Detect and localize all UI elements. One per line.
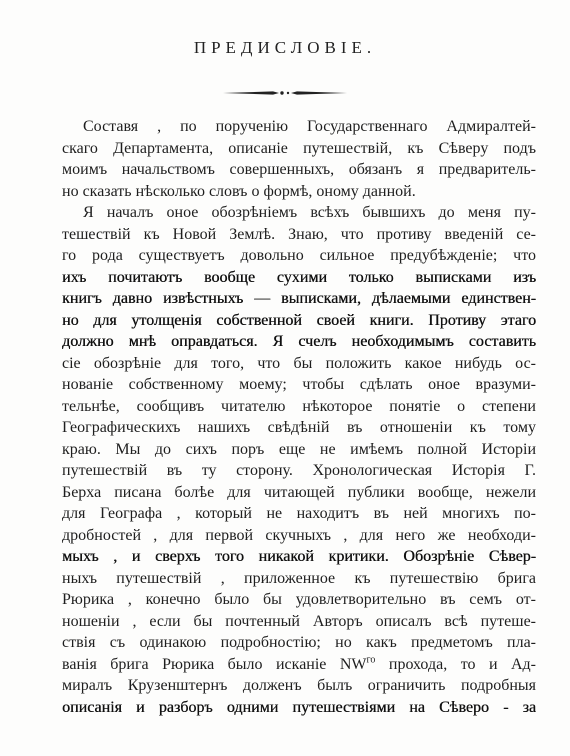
text-line: путешествій въ ту сторону. Хронологическая Исторія Г. [62, 462, 536, 479]
text-line: должно мнѣ оправдаться. Я счелъ необходимымъ составить [62, 333, 536, 350]
ornament-dot [287, 92, 289, 94]
text-line: Я началъ оное обозрѣніемъ всѣхъ бывшихъ до меня пу- [83, 204, 536, 221]
text-line: ствія съ одинакою подробностію; но какъ предметомъ пла- [62, 634, 536, 651]
text-line: го рода существуетъ довольно сильное предубѣжденіе; что [62, 247, 536, 264]
text-line: ныхъ путешествій , приложенное къ путешествію брига [62, 569, 536, 587]
text-line: но сказать нѣсколько словъ о формѣ, оному данной. [62, 182, 416, 200]
text-line: тешествій къ Новой Землѣ. Знаю, что противу введеній се- [62, 225, 536, 243]
page-title: ПРЕДИСЛОВІЕ. [193, 38, 377, 57]
text-line: дробностей , для первой скучныхъ , для него же необходи- [62, 526, 536, 544]
ornament-divider [223, 89, 347, 97]
text-line: Берха писана болѣе для читающей публики вообще, нежели [62, 483, 536, 501]
text-line: книгъ давно извѣстныхъ — выписками, дѣлаемыми единствен- [62, 290, 536, 307]
paragraph [62, 116, 536, 202]
text-line: нованіе собственному моему; чтобы сдѣлать оное вразуми- [62, 376, 536, 393]
text-line: скаго Департамента, описаніе путешествій, къ Сѣверу подъ [62, 139, 536, 157]
text-line-segment: ванія брига Рюрика было исканіе NW [62, 655, 367, 673]
text-line [62, 654, 536, 676]
text-line: тельнѣе, сообщивъ читателю нѣкоторое понятіе о степени [62, 397, 536, 415]
text-line: но для утолщенія собственной своей книги. Противу этаго [62, 311, 536, 329]
text-line-segment: прохода, то и Ад- [375, 655, 536, 673]
text-line: описанія и разборъ одними путешествіями на Сѣверо - за [62, 698, 536, 716]
ornament-dot [280, 91, 283, 94]
text-line: миралъ Крузенштернъ долженъ былъ ограничить подробныя [62, 677, 536, 694]
text-line: Рюрика , конечно было бы удовлетворительно въ семъ от- [62, 591, 536, 608]
text-line: для Географа , который не находитъ въ ней многихъ по- [62, 505, 536, 522]
ornament-divider-graphic [223, 89, 347, 97]
text-line: Составя , по порученію Государственнаго Адмиралтей- [83, 118, 536, 135]
text-line: мыхъ , и сверхъ того никакой критики. Обозрѣніе Сѣвер- [62, 548, 536, 565]
text-line: краю. Мы до сихъ поръ еще не имѣемъ полной Исторіи [62, 440, 536, 458]
text-line: ихъ почитаютъ вообще сухими только выписками изъ [62, 268, 536, 286]
superscript-text: го [366, 654, 376, 666]
ornament-left-rule [223, 91, 279, 94]
text-line: сіе обозрѣніе для того, что бы положить какое нибудь ос- [62, 354, 536, 372]
ornament-right-rule [291, 91, 347, 94]
text-block [62, 116, 536, 718]
text-line: ношеніи , если бы почтенный Авторъ описалъ всѣ путеше- [62, 612, 536, 630]
text-line: Географическихъ нашихъ свѣдѣній въ отношеніи къ тому [62, 419, 536, 436]
paragraph [62, 202, 536, 718]
text-line: моимъ начальствомъ совершенныхъ, обязанъ я предваритель- [62, 161, 536, 178]
